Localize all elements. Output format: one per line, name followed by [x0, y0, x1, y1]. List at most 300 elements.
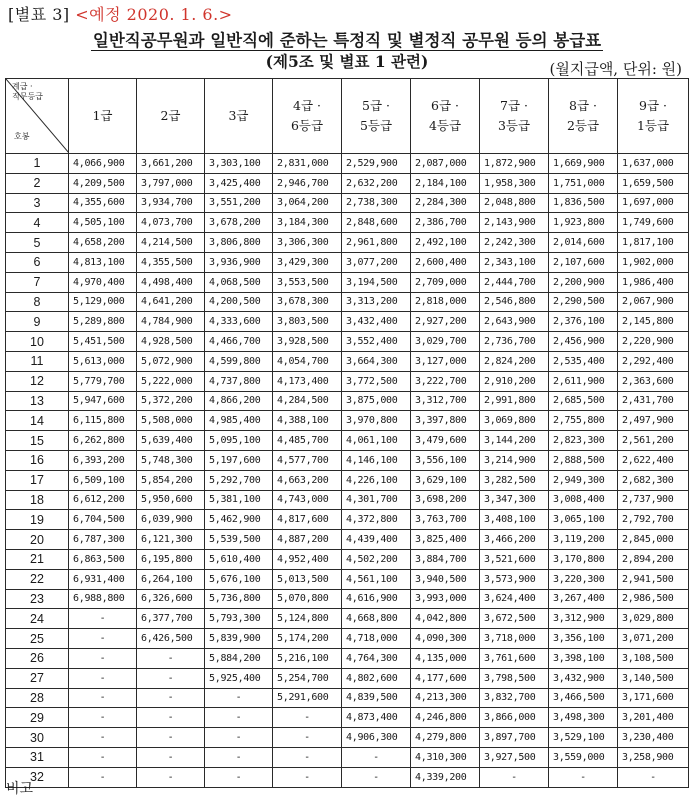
salary-cell: 1,836,500: [549, 193, 618, 213]
salary-cell: 1,659,500: [618, 173, 689, 193]
salary-cell: 5,095,100: [205, 431, 273, 451]
page-title: [0, 27, 694, 51]
salary-cell: 3,553,500: [273, 272, 342, 292]
salary-cell: 3,875,000: [342, 391, 411, 411]
salary-cell: 6,377,700: [137, 609, 205, 629]
salary-cell: 2,824,200: [480, 351, 549, 371]
salary-cell: 4,718,000: [342, 629, 411, 649]
salary-cell: 3,303,100: [205, 154, 273, 174]
salary-cell: 2,927,200: [411, 312, 480, 332]
salary-cell: 5,947,600: [69, 391, 137, 411]
salary-cell: 2,087,000: [411, 154, 480, 174]
salary-cell: 3,064,200: [273, 193, 342, 213]
salary-cell: -: [69, 648, 137, 668]
salary-cell: 2,632,200: [342, 173, 411, 193]
salary-cell: 2,894,200: [618, 549, 689, 569]
salary-cell: 3,798,500: [480, 668, 549, 688]
salary-cell: 5,539,500: [205, 530, 273, 550]
salary-cell: 6,121,300: [137, 530, 205, 550]
salary-cell: 3,629,100: [411, 470, 480, 490]
salary-cell: 4,599,800: [205, 351, 273, 371]
salary-cell: -: [137, 688, 205, 708]
salary-cell: 5,462,900: [205, 510, 273, 530]
salary-cell: 3,108,500: [618, 648, 689, 668]
salary-cell: 6,039,900: [137, 510, 205, 530]
salary-cell: 6,704,500: [69, 510, 137, 530]
salary-cell: 3,230,400: [618, 728, 689, 748]
salary-cell: 4,985,400: [205, 411, 273, 431]
salary-cell: 5,381,100: [205, 490, 273, 510]
salary-cell: 5,222,000: [137, 371, 205, 391]
table-header-row: [6, 79, 689, 154]
salary-cell: 3,559,000: [549, 747, 618, 767]
step-cell: 29: [6, 708, 69, 728]
salary-cell: 5,216,100: [273, 648, 342, 668]
salary-cell: 3,306,300: [273, 233, 342, 253]
salary-cell: 3,934,700: [137, 193, 205, 213]
salary-cell: -: [618, 767, 689, 787]
salary-cell: -: [205, 728, 273, 748]
salary-cell: 5,451,500: [69, 332, 137, 352]
salary-cell: -: [205, 747, 273, 767]
salary-cell: 2,561,200: [618, 431, 689, 451]
table-row: [6, 530, 689, 550]
salary-table: [5, 78, 689, 788]
salary-cell: 2,600,400: [411, 252, 480, 272]
salary-cell: 6,863,500: [69, 549, 137, 569]
salary-cell: 3,029,700: [411, 332, 480, 352]
salary-cell: 5,072,900: [137, 351, 205, 371]
salary-cell: 4,577,700: [273, 450, 342, 470]
salary-cell: 4,505,100: [69, 213, 137, 233]
column-header: 5급 · 5등급: [342, 79, 411, 154]
salary-cell: -: [342, 747, 411, 767]
salary-cell: 6,931,400: [69, 569, 137, 589]
salary-cell: 1,817,100: [618, 233, 689, 253]
salary-cell: 3,763,700: [411, 510, 480, 530]
salary-cell: 4,784,900: [137, 312, 205, 332]
salary-cell: 4,616,900: [342, 589, 411, 609]
step-cell: 15: [6, 431, 69, 451]
salary-cell: 2,941,500: [618, 569, 689, 589]
remark-label: 비고: [6, 780, 34, 796]
salary-cell: 3,718,000: [480, 629, 549, 649]
salary-cell: 2,048,800: [480, 193, 549, 213]
table-row: [6, 728, 689, 748]
salary-cell: 6,787,300: [69, 530, 137, 550]
step-cell: 23: [6, 589, 69, 609]
salary-cell: 4,802,600: [342, 668, 411, 688]
salary-cell: -: [69, 728, 137, 748]
salary-cell: 4,372,800: [342, 510, 411, 530]
table-row: [6, 431, 689, 451]
salary-cell: 4,355,500: [137, 252, 205, 272]
salary-cell: 4,906,300: [342, 728, 411, 748]
table-row: [6, 233, 689, 253]
salary-cell: 3,761,600: [480, 648, 549, 668]
step-cell: 1: [6, 154, 69, 174]
table-row: [6, 272, 689, 292]
salary-cell: -: [205, 767, 273, 787]
salary-cell: 2,242,300: [480, 233, 549, 253]
step-cell: 27: [6, 668, 69, 688]
salary-cell: 3,884,700: [411, 549, 480, 569]
salary-cell: 3,313,200: [342, 292, 411, 312]
salary-cell: 3,220,300: [549, 569, 618, 589]
step-cell: 8: [6, 292, 69, 312]
salary-cell: 5,124,800: [273, 609, 342, 629]
salary-cell: 2,386,700: [411, 213, 480, 233]
salary-cell: 4,737,800: [205, 371, 273, 391]
salary-cell: 3,144,200: [480, 431, 549, 451]
salary-cell: 2,818,000: [411, 292, 480, 312]
salary-cell: 3,397,800: [411, 411, 480, 431]
salary-cell: 3,194,500: [342, 272, 411, 292]
salary-cell: 3,432,900: [549, 668, 618, 688]
step-cell: 4: [6, 213, 69, 233]
column-header: 2급: [137, 79, 205, 154]
table-row: [6, 767, 689, 787]
salary-cell: 4,641,200: [137, 292, 205, 312]
salary-cell: -: [69, 747, 137, 767]
salary-cell: 2,284,300: [411, 193, 480, 213]
table-row: [6, 510, 689, 530]
salary-cell: -: [137, 728, 205, 748]
table-label: [별표 3]: [8, 5, 70, 24]
salary-cell: 3,678,300: [273, 292, 342, 312]
salary-cell: 3,698,200: [411, 490, 480, 510]
salary-cell: 1,958,300: [480, 173, 549, 193]
salary-cell: 2,991,800: [480, 391, 549, 411]
salary-cell: 4,246,800: [411, 708, 480, 728]
corner-grade-label: 계급 · 직무등급: [12, 82, 43, 101]
step-cell: 2: [6, 173, 69, 193]
salary-cell: 4,284,500: [273, 391, 342, 411]
salary-cell: 3,201,400: [618, 708, 689, 728]
salary-cell: 1,669,900: [549, 154, 618, 174]
salary-cell: 2,823,300: [549, 431, 618, 451]
salary-cell: -: [205, 708, 273, 728]
corner-header: [6, 79, 69, 154]
salary-cell: 2,220,900: [618, 332, 689, 352]
table-row: [6, 569, 689, 589]
salary-cell: 1,872,900: [480, 154, 549, 174]
salary-cell: 5,793,300: [205, 609, 273, 629]
step-cell: 19: [6, 510, 69, 530]
salary-cell: 2,067,900: [618, 292, 689, 312]
salary-cell: 3,529,100: [549, 728, 618, 748]
table-row: [6, 490, 689, 510]
salary-cell: 2,848,600: [342, 213, 411, 233]
table-row: [6, 213, 689, 233]
salary-cell: 3,551,200: [205, 193, 273, 213]
table-row: [6, 252, 689, 272]
salary-cell: 2,946,700: [273, 173, 342, 193]
salary-cell: 3,897,700: [480, 728, 549, 748]
salary-cell: 6,326,600: [137, 589, 205, 609]
salary-cell: 1,751,000: [549, 173, 618, 193]
salary-cell: 4,866,200: [205, 391, 273, 411]
salary-cell: -: [273, 767, 342, 787]
salary-cell: 2,143,900: [480, 213, 549, 233]
salary-cell: -: [69, 688, 137, 708]
salary-cell: 3,170,800: [549, 549, 618, 569]
salary-cell: 4,658,200: [69, 233, 137, 253]
salary-cell: -: [273, 708, 342, 728]
salary-cell: 2,910,200: [480, 371, 549, 391]
step-cell: 18: [6, 490, 69, 510]
table-row: [6, 629, 689, 649]
salary-cell: -: [137, 708, 205, 728]
salary-cell: 4,502,200: [342, 549, 411, 569]
salary-cell: 3,556,100: [411, 450, 480, 470]
salary-cell: 4,928,500: [137, 332, 205, 352]
salary-cell: -: [69, 609, 137, 629]
salary-cell: 4,498,400: [137, 272, 205, 292]
salary-cell: 6,264,100: [137, 569, 205, 589]
salary-cell: 3,432,400: [342, 312, 411, 332]
salary-cell: 6,509,100: [69, 470, 137, 490]
salary-cell: 3,312,700: [411, 391, 480, 411]
salary-cell: 3,267,400: [549, 589, 618, 609]
salary-cell: 4,333,600: [205, 312, 273, 332]
salary-cell: 3,552,400: [342, 332, 411, 352]
salary-cell: 3,479,600: [411, 431, 480, 451]
table-row: [6, 549, 689, 569]
salary-cell: 3,065,100: [549, 510, 618, 530]
salary-cell: 2,792,700: [618, 510, 689, 530]
salary-cell: 4,439,400: [342, 530, 411, 550]
salary-cell: 3,928,500: [273, 332, 342, 352]
step-cell: 21: [6, 549, 69, 569]
table-row: [6, 351, 689, 371]
salary-cell: 2,986,500: [618, 589, 689, 609]
step-cell: 16: [6, 450, 69, 470]
column-header: 4급 · 6등급: [273, 79, 342, 154]
salary-cell: 5,839,900: [205, 629, 273, 649]
table-row: [6, 173, 689, 193]
salary-cell: 3,008,400: [549, 490, 618, 510]
salary-cell: 5,884,200: [205, 648, 273, 668]
salary-cell: 2,456,900: [549, 332, 618, 352]
salary-cell: 4,301,700: [342, 490, 411, 510]
salary-cell: 3,498,300: [549, 708, 618, 728]
salary-cell: -: [273, 728, 342, 748]
table-row: [6, 470, 689, 490]
salary-cell: 1,986,400: [618, 272, 689, 292]
salary-cell: 5,254,700: [273, 668, 342, 688]
salary-cell: 1,697,000: [618, 193, 689, 213]
header-line: [8, 2, 233, 25]
salary-cell: 2,376,100: [549, 312, 618, 332]
salary-cell: 5,129,000: [69, 292, 137, 312]
step-cell: 26: [6, 648, 69, 668]
table-row: [6, 391, 689, 411]
salary-cell: 3,466,500: [549, 688, 618, 708]
salary-cell: 3,425,400: [205, 173, 273, 193]
table-row: [6, 332, 689, 352]
salary-cell: 2,961,800: [342, 233, 411, 253]
salary-cell: 3,672,500: [480, 609, 549, 629]
salary-cell: -: [480, 767, 549, 787]
salary-cell: 4,173,400: [273, 371, 342, 391]
salary-cell: 4,177,600: [411, 668, 480, 688]
salary-cell: 5,372,200: [137, 391, 205, 411]
salary-cell: 3,258,900: [618, 747, 689, 767]
salary-cell: 2,535,400: [549, 351, 618, 371]
salary-cell: 5,292,700: [205, 470, 273, 490]
salary-cell: 3,797,000: [137, 173, 205, 193]
salary-cell: 4,813,100: [69, 252, 137, 272]
salary-cell: 2,622,400: [618, 450, 689, 470]
step-cell: 32: [6, 767, 69, 787]
salary-cell: 4,873,400: [342, 708, 411, 728]
salary-cell: 2,845,000: [618, 530, 689, 550]
salary-cell: 3,069,800: [480, 411, 549, 431]
salary-cell: 4,066,900: [69, 154, 137, 174]
salary-cell: 4,200,500: [205, 292, 273, 312]
table-row: [6, 371, 689, 391]
step-cell: 11: [6, 351, 69, 371]
salary-cell: 4,887,200: [273, 530, 342, 550]
table-row: [6, 154, 689, 174]
step-cell: 10: [6, 332, 69, 352]
salary-cell: 5,950,600: [137, 490, 205, 510]
salary-cell: 4,213,300: [411, 688, 480, 708]
salary-cell: 3,970,800: [342, 411, 411, 431]
column-header: 9급 · 1등급: [618, 79, 689, 154]
salary-cell: 3,521,600: [480, 549, 549, 569]
salary-cell: 3,222,700: [411, 371, 480, 391]
salary-cell: 2,682,300: [618, 470, 689, 490]
salary-cell: 4,061,100: [342, 431, 411, 451]
salary-cell: 4,839,500: [342, 688, 411, 708]
salary-cell: 4,743,000: [273, 490, 342, 510]
salary-cell: 5,676,100: [205, 569, 273, 589]
salary-cell: 6,393,200: [69, 450, 137, 470]
salary-cell: -: [342, 767, 411, 787]
salary-cell: 1,902,000: [618, 252, 689, 272]
salary-cell: 3,664,300: [342, 351, 411, 371]
salary-cell: 5,197,600: [205, 450, 273, 470]
salary-cell: 5,289,800: [69, 312, 137, 332]
salary-cell: 3,573,900: [480, 569, 549, 589]
table-row: [6, 747, 689, 767]
table-row: [6, 708, 689, 728]
salary-cell: -: [69, 767, 137, 787]
salary-cell: 4,042,800: [411, 609, 480, 629]
step-cell: 5: [6, 233, 69, 253]
page-subtitle: (제5조 및 별표 1 관련): [265, 52, 429, 71]
salary-cell: 3,140,500: [618, 668, 689, 688]
salary-cell: 3,993,000: [411, 589, 480, 609]
salary-cell: 3,029,800: [618, 609, 689, 629]
table-row: [6, 450, 689, 470]
salary-cell: 2,145,800: [618, 312, 689, 332]
column-header: 1급: [69, 79, 137, 154]
salary-cell: 2,736,700: [480, 332, 549, 352]
salary-cell: 2,431,700: [618, 391, 689, 411]
salary-cell: 2,529,900: [342, 154, 411, 174]
step-cell: 22: [6, 569, 69, 589]
salary-cell: 4,146,100: [342, 450, 411, 470]
salary-cell: 2,755,800: [549, 411, 618, 431]
salary-cell: 5,610,400: [205, 549, 273, 569]
step-cell: 20: [6, 530, 69, 550]
salary-cell: 1,749,600: [618, 213, 689, 233]
salary-cell: 5,639,400: [137, 431, 205, 451]
step-cell: 30: [6, 728, 69, 748]
salary-cell: 4,068,500: [205, 272, 273, 292]
column-header: 7급 · 3등급: [480, 79, 549, 154]
salary-cell: -: [137, 668, 205, 688]
salary-cell: 4,279,800: [411, 728, 480, 748]
salary-cell: 2,949,300: [549, 470, 618, 490]
salary-cell: 5,174,200: [273, 629, 342, 649]
salary-cell: 4,764,300: [342, 648, 411, 668]
salary-cell: 2,709,000: [411, 272, 480, 292]
salary-cell: 3,398,100: [549, 648, 618, 668]
table-row: [6, 292, 689, 312]
salary-cell: 3,429,300: [273, 252, 342, 272]
table-row: [6, 193, 689, 213]
salary-cell: 5,070,800: [273, 589, 342, 609]
salary-cell: 4,952,400: [273, 549, 342, 569]
salary-cell: 2,444,700: [480, 272, 549, 292]
salary-cell: 3,806,800: [205, 233, 273, 253]
salary-cell: 3,803,500: [273, 312, 342, 332]
salary-cell: 4,817,600: [273, 510, 342, 530]
salary-cell: -: [549, 767, 618, 787]
column-header: 6급 · 4등급: [411, 79, 480, 154]
salary-cell: 2,738,300: [342, 193, 411, 213]
salary-cell: 6,115,800: [69, 411, 137, 431]
salary-cell: 3,866,000: [480, 708, 549, 728]
salary-cell: -: [69, 668, 137, 688]
salary-cell: 5,613,000: [69, 351, 137, 371]
salary-cell: -: [137, 747, 205, 767]
step-cell: 6: [6, 252, 69, 272]
salary-cell: 5,854,200: [137, 470, 205, 490]
salary-cell: 2,343,100: [480, 252, 549, 272]
salary-cell: 5,748,300: [137, 450, 205, 470]
salary-cell: 4,355,600: [69, 193, 137, 213]
salary-cell: 1,637,000: [618, 154, 689, 174]
page-title-text: 일반직공무원과 일반직에 준하는 특정직 및 별정직 공무원 등의 봉급표: [92, 31, 602, 50]
salary-cell: -: [69, 629, 137, 649]
salary-cell: 4,214,500: [137, 233, 205, 253]
salary-cell: 3,119,200: [549, 530, 618, 550]
salary-cell: 3,466,200: [480, 530, 549, 550]
salary-cell: 5,779,700: [69, 371, 137, 391]
salary-cell: 4,226,100: [342, 470, 411, 490]
salary-cell: 5,291,600: [273, 688, 342, 708]
table-body: [6, 154, 689, 788]
salary-cell: -: [273, 747, 342, 767]
salary-cell: 3,127,000: [411, 351, 480, 371]
salary-cell: -: [137, 648, 205, 668]
salary-cell: 2,492,100: [411, 233, 480, 253]
scheduled-date: <예정 2020. 1. 6.>: [75, 5, 233, 24]
salary-cell: 2,737,900: [618, 490, 689, 510]
salary-cell: 2,292,400: [618, 351, 689, 371]
salary-cell: 5,736,800: [205, 589, 273, 609]
table-row: [6, 648, 689, 668]
salary-cell: 4,090,300: [411, 629, 480, 649]
salary-cell: 4,135,000: [411, 648, 480, 668]
table-row: [6, 668, 689, 688]
salary-cell: 3,071,200: [618, 629, 689, 649]
